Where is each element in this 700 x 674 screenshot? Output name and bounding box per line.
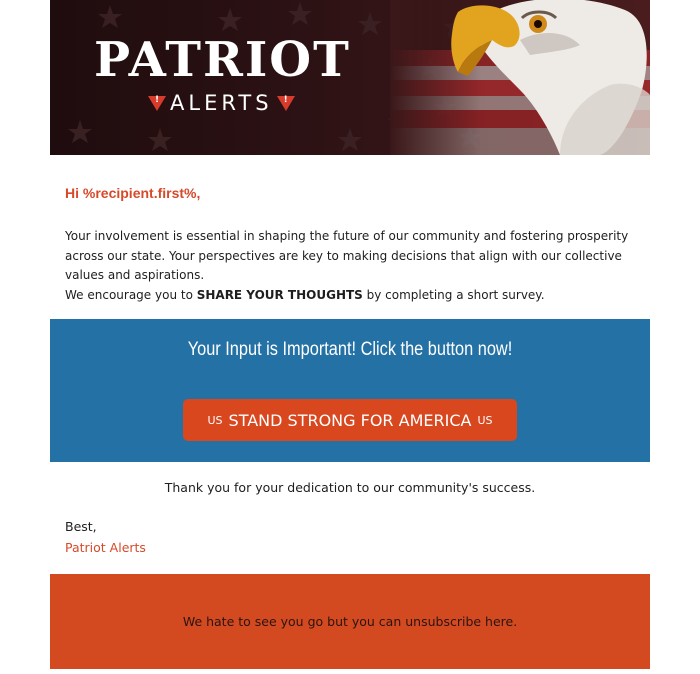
- footer: [50, 574, 650, 669]
- intro-paragraph-text: Your involvement is essential in shaping the future of our community and fostering prosperity across our state. Your perspectives are key to making decisions that align with our collective values and aspirations.: [65, 229, 629, 282]
- stand-strong-button[interactable]: [183, 399, 517, 441]
- intro-paragraph: Your involvement is essential in shaping the future of our community and fostering prosperity across our state. Your perspectives are key to making decisions that align with our collective values and aspirations. We encourage you to SHARE YOUR THOUGHTS by completing a short survey.: [65, 229, 629, 302]
- us-flag-icon: US: [207, 413, 223, 427]
- email-container: [50, 0, 650, 669]
- logo-title: PATRIOT: [94, 32, 351, 88]
- cta-block: [50, 319, 650, 462]
- cta-title: Your Input is Important! Click the button now!: [187, 339, 513, 360]
- cta-button-label: STAND STRONG FOR AMERICA: [228, 410, 472, 430]
- warning-triangle-icon: !: [148, 96, 166, 111]
- eagle-icon: [410, 0, 650, 155]
- header-banner: [50, 0, 650, 155]
- logo-subtitle: [148, 93, 295, 114]
- logo-subtitle-text: ALERTS: [170, 91, 273, 115]
- unsubscribe-link[interactable]: We hate to see you go but you can unsubscribe here.: [182, 614, 518, 629]
- thank-you-text: Thank you for your dedication to our community's success.: [164, 480, 536, 495]
- us-flag-icon: US: [477, 413, 493, 427]
- signoff-text: Best,: [65, 519, 97, 534]
- warning-triangle-icon: !: [277, 96, 295, 111]
- signoff: [50, 516, 650, 558]
- email-body: [50, 185, 650, 305]
- greeting: Hi %recipient.first%,: [65, 185, 201, 201]
- share-thoughts-emphasis: SHARE YOUR THOUGHTS: [196, 287, 363, 302]
- signature: Patriot Alerts: [65, 540, 146, 555]
